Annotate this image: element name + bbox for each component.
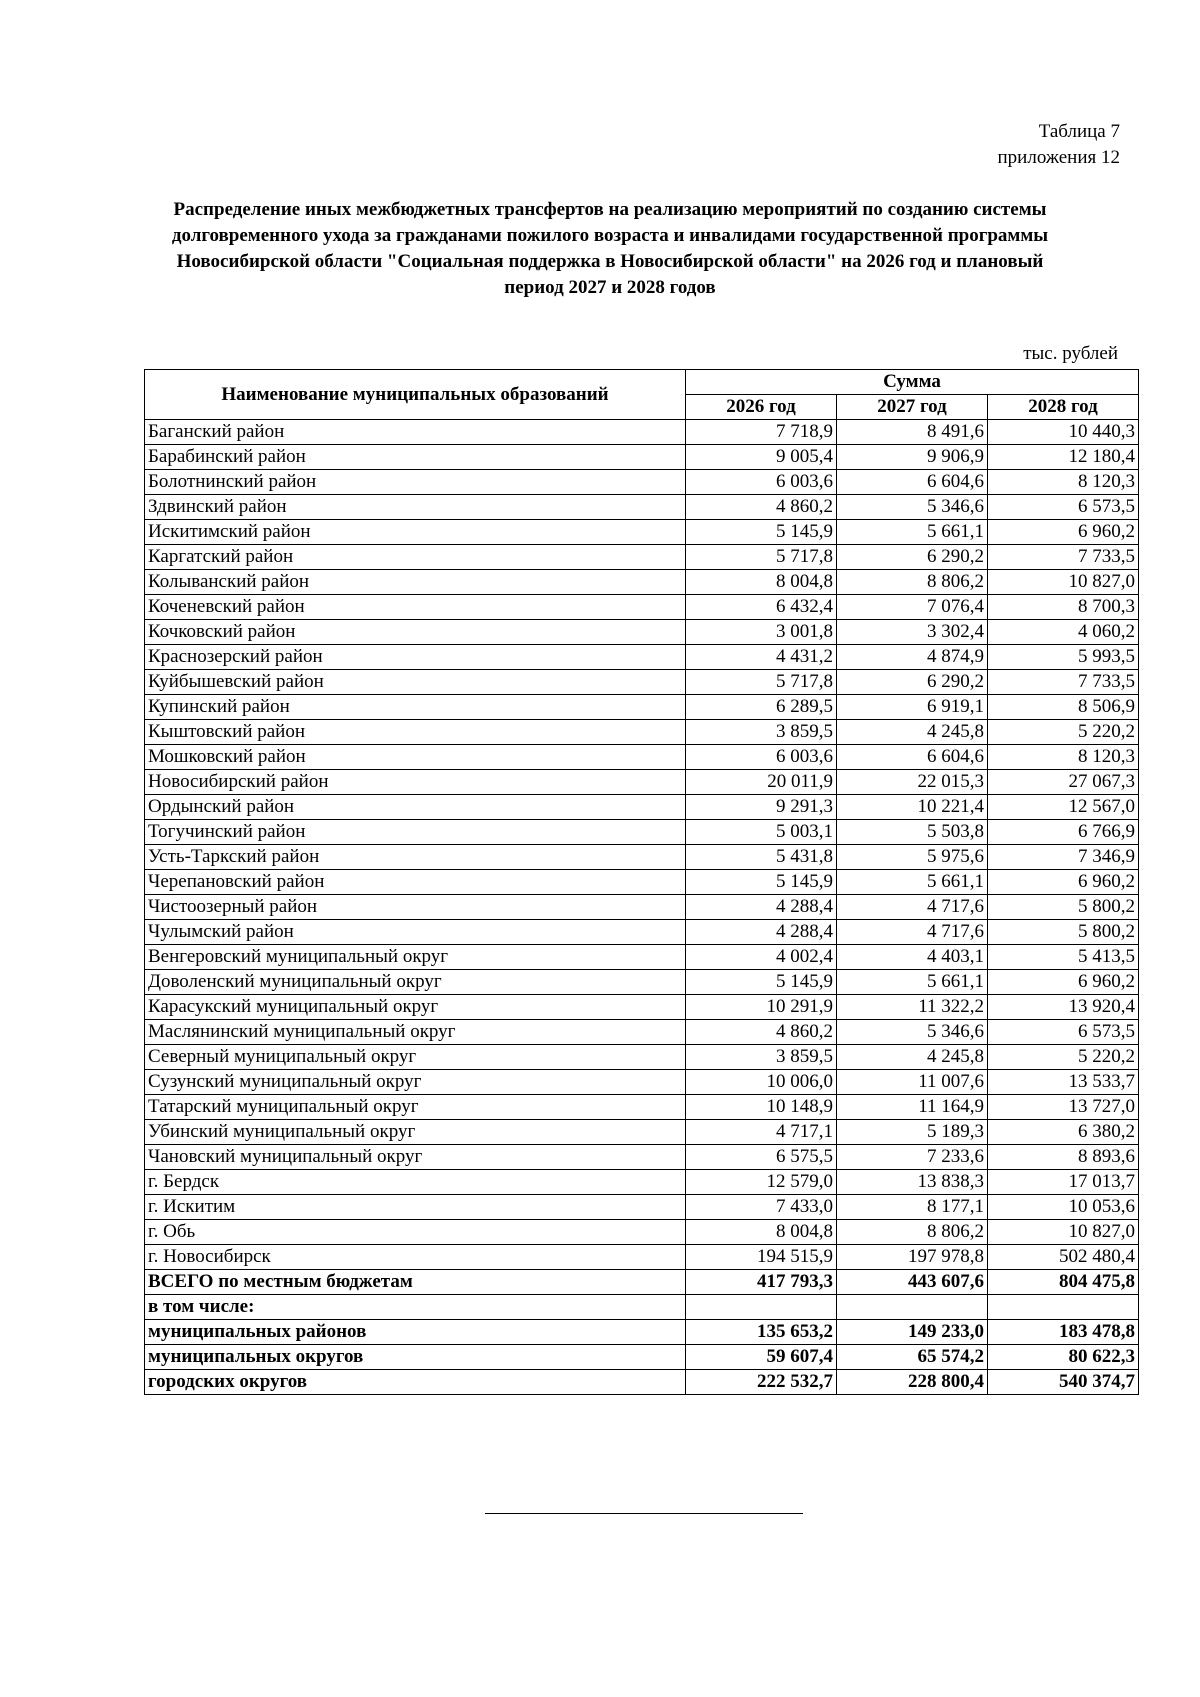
value-2028-cell: 13 533,7 <box>988 1070 1139 1095</box>
value-2027-cell: 4 717,6 <box>837 895 988 920</box>
value-2026-cell: 5 145,9 <box>686 970 837 995</box>
value-2028-cell: 7 346,9 <box>988 845 1139 870</box>
municipality-name-cell: Чистоозерный район <box>145 895 686 920</box>
value-2027-cell: 443 607,6 <box>837 1270 988 1295</box>
municipality-name-cell: Краснозерский район <box>145 645 686 670</box>
municipality-name-cell: Тогучинский район <box>145 820 686 845</box>
municipality-name-cell: Болотнинский район <box>145 470 686 495</box>
municipality-name-cell: Карасукский муниципальный округ <box>145 995 686 1020</box>
value-2027-cell: 5 661,1 <box>837 520 988 545</box>
municipality-name-cell: Кочковский район <box>145 620 686 645</box>
table-row <box>145 895 1139 920</box>
end-separator-line <box>485 1513 803 1514</box>
table-row <box>145 595 1139 620</box>
municipality-name-cell: городских округов <box>145 1370 686 1395</box>
value-2027-cell: 6 604,6 <box>837 745 988 770</box>
table-row <box>145 1070 1139 1095</box>
value-2027-cell: 11 007,6 <box>837 1070 988 1095</box>
municipality-name-cell: г. Бердск <box>145 1170 686 1195</box>
value-2027-cell: 5 189,3 <box>837 1120 988 1145</box>
value-2027-cell: 5 503,8 <box>837 820 988 845</box>
value-2027-cell: 13 838,3 <box>837 1170 988 1195</box>
value-2027-cell: 5 346,6 <box>837 1020 988 1045</box>
value-2026-cell: 4 717,1 <box>686 1120 837 1145</box>
municipality-name-cell: г. Обь <box>145 1220 686 1245</box>
municipality-name-cell: в том числе: <box>145 1295 686 1320</box>
value-2028-cell: 10 827,0 <box>988 1220 1139 1245</box>
value-2026-cell: 4 002,4 <box>686 945 837 970</box>
table-row <box>145 1270 1139 1295</box>
value-2027-cell: 7 233,6 <box>837 1145 988 1170</box>
value-2027-cell: 6 604,6 <box>837 470 988 495</box>
municipality-name-cell: Ордынский район <box>145 795 686 820</box>
column-header-sum: Сумма <box>686 370 1139 395</box>
value-2026-cell: 6 003,6 <box>686 745 837 770</box>
municipality-name-cell: г. Искитим <box>145 1195 686 1220</box>
column-header-municipality: Наименование муниципальных образований <box>145 370 686 420</box>
municipality-name-cell: Доволенский муниципальный округ <box>145 970 686 995</box>
municipality-name-cell: Колыванский район <box>145 570 686 595</box>
value-2027-cell: 8 491,6 <box>837 420 988 445</box>
municipality-name-cell: муниципальных округов <box>145 1345 686 1370</box>
value-2027-cell: 4 245,8 <box>837 1045 988 1070</box>
table-row <box>145 845 1139 870</box>
value-2026-cell <box>686 1295 837 1320</box>
table-row <box>145 1120 1139 1145</box>
value-2026-cell: 7 433,0 <box>686 1195 837 1220</box>
value-2026-cell: 417 793,3 <box>686 1270 837 1295</box>
municipality-name-cell: Сузунский муниципальный округ <box>145 1070 686 1095</box>
value-2027-cell: 3 302,4 <box>837 620 988 645</box>
table-row <box>145 745 1139 770</box>
municipality-name-cell: Новосибирский район <box>145 770 686 795</box>
value-2026-cell: 4 288,4 <box>686 895 837 920</box>
value-2026-cell: 4 288,4 <box>686 920 837 945</box>
value-2028-cell: 183 478,8 <box>988 1320 1139 1345</box>
municipality-name-cell: Татарский муниципальный округ <box>145 1095 686 1120</box>
table-row <box>145 495 1139 520</box>
municipality-name-cell: Мошковский район <box>145 745 686 770</box>
municipality-name-cell: Северный муниципальный округ <box>145 1045 686 1070</box>
table-row <box>145 1195 1139 1220</box>
table-row <box>145 995 1139 1020</box>
value-2028-cell: 5 993,5 <box>988 645 1139 670</box>
unit-label: тыс. рублей <box>1023 343 1118 364</box>
table-row <box>145 1295 1139 1320</box>
document-title: Распределение иных межбюджетных трансфертов на реализацию мероприятий по созданию системы долговременного ухода за гражданами пожилого возраста и инвалидами государственной программы Новосибирской области "Социальная поддержка в Новосибирской области" на 2026 год и плановый период 2027 и 2028 годов <box>171 199 1049 298</box>
value-2027-cell: 5 346,6 <box>837 495 988 520</box>
value-2028-cell: 8 700,3 <box>988 595 1139 620</box>
value-2028-cell: 8 120,3 <box>988 470 1139 495</box>
value-2027-cell: 11 322,2 <box>837 995 988 1020</box>
table-row <box>145 770 1139 795</box>
value-2028-cell: 80 622,3 <box>988 1345 1139 1370</box>
table-row <box>145 645 1139 670</box>
value-2028-cell: 12 567,0 <box>988 795 1139 820</box>
value-2028-cell: 6 960,2 <box>988 870 1139 895</box>
table-row <box>145 470 1139 495</box>
value-2027-cell: 5 661,1 <box>837 870 988 895</box>
value-2028-cell: 7 733,5 <box>988 545 1139 570</box>
municipality-name-cell: Венгеровский муниципальный округ <box>145 945 686 970</box>
value-2026-cell: 3 859,5 <box>686 1045 837 1070</box>
value-2028-cell: 5 220,2 <box>988 720 1139 745</box>
value-2028-cell: 12 180,4 <box>988 445 1139 470</box>
table-row <box>145 1045 1139 1070</box>
value-2026-cell: 7 718,9 <box>686 420 837 445</box>
value-2028-cell: 540 374,7 <box>988 1370 1139 1395</box>
value-2027-cell: 5 975,6 <box>837 845 988 870</box>
column-header-2028: 2028 год <box>988 395 1139 420</box>
municipality-name-cell: Усть-Таркский район <box>145 845 686 870</box>
value-2026-cell: 12 579,0 <box>686 1170 837 1195</box>
municipality-name-cell: Кыштовский район <box>145 720 686 745</box>
value-2028-cell: 6 960,2 <box>988 970 1139 995</box>
municipality-name-cell: Здвинский район <box>145 495 686 520</box>
table-row <box>145 945 1139 970</box>
value-2027-cell: 6 919,1 <box>837 695 988 720</box>
value-2028-cell: 502 480,4 <box>988 1245 1139 1270</box>
value-2027-cell: 7 076,4 <box>837 595 988 620</box>
value-2026-cell: 8 004,8 <box>686 1220 837 1245</box>
municipality-name-cell: Черепановский район <box>145 870 686 895</box>
value-2026-cell: 135 653,2 <box>686 1320 837 1345</box>
value-2028-cell: 17 013,7 <box>988 1170 1139 1195</box>
value-2026-cell: 5 717,8 <box>686 670 837 695</box>
value-2027-cell: 65 574,2 <box>837 1345 988 1370</box>
column-header-2026: 2026 год <box>686 395 837 420</box>
table-row <box>145 820 1139 845</box>
value-2027-cell: 4 245,8 <box>837 720 988 745</box>
table-row <box>145 1020 1139 1045</box>
municipality-name-cell: Маслянинский муниципальный округ <box>145 1020 686 1045</box>
value-2028-cell: 4 060,2 <box>988 620 1139 645</box>
municipality-name-cell: ВСЕГО по местным бюджетам <box>145 1270 686 1295</box>
value-2026-cell: 5 145,9 <box>686 520 837 545</box>
municipality-name-cell: Искитимский район <box>145 520 686 545</box>
value-2027-cell: 11 164,9 <box>837 1095 988 1120</box>
value-2028-cell: 10 053,6 <box>988 1195 1139 1220</box>
transfers-table <box>144 369 1139 1395</box>
value-2028-cell: 804 475,8 <box>988 1270 1139 1295</box>
value-2026-cell: 4 431,2 <box>686 645 837 670</box>
value-2026-cell: 8 004,8 <box>686 570 837 595</box>
table-row <box>145 420 1139 445</box>
value-2028-cell: 10 827,0 <box>988 570 1139 595</box>
table-row <box>145 1345 1139 1370</box>
table-row <box>145 1220 1139 1245</box>
value-2027-cell: 149 233,0 <box>837 1320 988 1345</box>
appendix-reference: приложения 12 <box>997 147 1120 168</box>
municipality-name-cell: Убинский муниципальный округ <box>145 1120 686 1145</box>
value-2026-cell: 9 005,4 <box>686 445 837 470</box>
value-2026-cell: 6 575,5 <box>686 1145 837 1170</box>
value-2027-cell: 9 906,9 <box>837 445 988 470</box>
municipality-name-cell: Барабинский район <box>145 445 686 470</box>
value-2026-cell: 5 431,8 <box>686 845 837 870</box>
table-row <box>145 920 1139 945</box>
municipality-name-cell: Чулымский район <box>145 920 686 945</box>
value-2026-cell: 4 860,2 <box>686 1020 837 1045</box>
value-2026-cell: 194 515,9 <box>686 1245 837 1270</box>
value-2028-cell: 5 800,2 <box>988 920 1139 945</box>
table-row <box>145 1170 1139 1195</box>
table-row <box>145 720 1139 745</box>
value-2027-cell: 10 221,4 <box>837 795 988 820</box>
municipality-name-cell: Чановский муниципальный округ <box>145 1145 686 1170</box>
value-2026-cell: 3 001,8 <box>686 620 837 645</box>
value-2027-cell: 6 290,2 <box>837 670 988 695</box>
value-2028-cell: 7 733,5 <box>988 670 1139 695</box>
column-header-2027: 2027 год <box>837 395 988 420</box>
municipality-name-cell: муниципальных районов <box>145 1320 686 1345</box>
table-row <box>145 1370 1139 1395</box>
value-2028-cell: 6 960,2 <box>988 520 1139 545</box>
table-row <box>145 620 1139 645</box>
value-2028-cell: 5 413,5 <box>988 945 1139 970</box>
table-row <box>145 795 1139 820</box>
value-2026-cell: 59 607,4 <box>686 1345 837 1370</box>
municipality-name-cell: Каргатский район <box>145 545 686 570</box>
value-2028-cell: 13 920,4 <box>988 995 1139 1020</box>
value-2026-cell: 10 291,9 <box>686 995 837 1020</box>
value-2028-cell <box>988 1295 1139 1320</box>
value-2026-cell: 5 717,8 <box>686 545 837 570</box>
municipality-name-cell: Коченевский район <box>145 595 686 620</box>
value-2027-cell: 228 800,4 <box>837 1370 988 1395</box>
value-2026-cell: 10 148,9 <box>686 1095 837 1120</box>
value-2026-cell: 5 003,1 <box>686 820 837 845</box>
value-2028-cell: 13 727,0 <box>988 1095 1139 1120</box>
value-2026-cell: 222 532,7 <box>686 1370 837 1395</box>
value-2028-cell: 6 573,5 <box>988 495 1139 520</box>
value-2026-cell: 6 432,4 <box>686 595 837 620</box>
table-body <box>145 420 1139 1395</box>
table-row <box>145 970 1139 995</box>
value-2027-cell: 4 717,6 <box>837 920 988 945</box>
municipality-name-cell: Куйбышевский район <box>145 670 686 695</box>
value-2026-cell: 3 859,5 <box>686 720 837 745</box>
value-2027-cell: 4 403,1 <box>837 945 988 970</box>
table-row <box>145 695 1139 720</box>
table-number: Таблица 7 <box>1038 121 1120 142</box>
table-row <box>145 545 1139 570</box>
value-2028-cell: 6 380,2 <box>988 1120 1139 1145</box>
value-2027-cell: 8 806,2 <box>837 570 988 595</box>
value-2028-cell: 6 766,9 <box>988 820 1139 845</box>
municipality-name-cell: Баганский район <box>145 420 686 445</box>
table-row <box>145 1245 1139 1270</box>
value-2026-cell: 6 289,5 <box>686 695 837 720</box>
value-2026-cell: 20 011,9 <box>686 770 837 795</box>
value-2027-cell: 8 806,2 <box>837 1220 988 1245</box>
value-2026-cell: 6 003,6 <box>686 470 837 495</box>
value-2027-cell: 4 874,9 <box>837 645 988 670</box>
table-row <box>145 870 1139 895</box>
table-row <box>145 570 1139 595</box>
value-2028-cell: 8 120,3 <box>988 745 1139 770</box>
value-2026-cell: 9 291,3 <box>686 795 837 820</box>
value-2026-cell: 5 145,9 <box>686 870 837 895</box>
value-2028-cell: 8 506,9 <box>988 695 1139 720</box>
municipality-name-cell: Купинский район <box>145 695 686 720</box>
value-2028-cell: 8 893,6 <box>988 1145 1139 1170</box>
municipality-name-cell: г. Новосибирск <box>145 1245 686 1270</box>
value-2026-cell: 10 006,0 <box>686 1070 837 1095</box>
table-row <box>145 1095 1139 1120</box>
value-2027-cell <box>837 1295 988 1320</box>
value-2027-cell: 6 290,2 <box>837 545 988 570</box>
table-row <box>145 670 1139 695</box>
value-2028-cell: 10 440,3 <box>988 420 1139 445</box>
value-2026-cell: 4 860,2 <box>686 495 837 520</box>
value-2027-cell: 8 177,1 <box>837 1195 988 1220</box>
table-row <box>145 445 1139 470</box>
value-2028-cell: 5 220,2 <box>988 1045 1139 1070</box>
table-row <box>145 520 1139 545</box>
value-2027-cell: 197 978,8 <box>837 1245 988 1270</box>
value-2027-cell: 5 661,1 <box>837 970 988 995</box>
table-row <box>145 1145 1139 1170</box>
value-2028-cell: 6 573,5 <box>988 1020 1139 1045</box>
value-2028-cell: 27 067,3 <box>988 770 1139 795</box>
value-2028-cell: 5 800,2 <box>988 895 1139 920</box>
value-2027-cell: 22 015,3 <box>837 770 988 795</box>
table-row <box>145 1320 1139 1345</box>
